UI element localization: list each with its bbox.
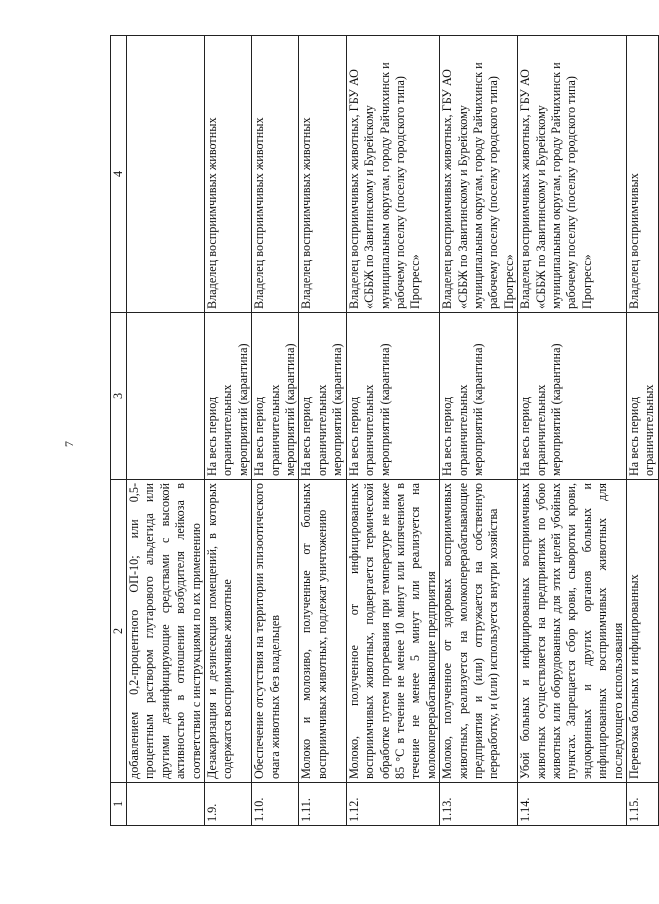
table-row (205, 36, 252, 826)
table-row (518, 36, 627, 826)
row-number: 1.15. (627, 783, 659, 826)
table-row (252, 36, 299, 826)
measure-responsible: Владелец восприимчивых животных, ГБУ АО «СББЖ по Завитинскому и Бурейскому муниципальным округам, городу Райчихинск и рабочему поселку (поселку городского типа) Прогресс» (518, 36, 627, 313)
measure-text: Молоко и молозиво, полученные от больных восприимчивых животных, подлежат уничтожению (299, 480, 346, 783)
measure-responsible: Владелец восприимчивых животных (299, 36, 346, 313)
measure-responsible: Владелец восприимчивых (627, 36, 659, 313)
table-row (346, 36, 439, 826)
row-number: 1.14. (518, 783, 627, 826)
row-number: 1.11. (299, 783, 346, 826)
measure-responsible (127, 36, 205, 313)
measure-responsible: Владелец восприимчивых животных (252, 36, 299, 313)
measure-term: На весь период ограничительных (627, 313, 659, 480)
measure-term: На весь период ограничительных мероприятий (карантина) (252, 313, 299, 480)
measure-responsible: Владелец восприимчивых животных, ГБУ АО «СББЖ по Завитинскому и Бурейскому муниципальным округам, городу Райчихинск и рабочему поселку (поселку городского типа) Прогресс» (440, 36, 518, 313)
table-row (127, 36, 205, 826)
measure-text: Обеспечение отсутствия на территории эпизоотического очага животных без владельцев (252, 480, 299, 783)
measure-responsible: Владелец восприимчивых животных (205, 36, 252, 313)
measures-table (110, 35, 659, 826)
page-number: 7 (62, 441, 76, 447)
header-col-3: 3 (111, 313, 127, 480)
measure-term: На весь период ограничительных мероприятий (карантина) (346, 313, 439, 480)
measure-term (127, 313, 205, 480)
row-number: 1.10. (252, 783, 299, 826)
measure-term: На весь период ограничительных мероприятий (карантина) (518, 313, 627, 480)
measure-responsible: Владелец восприимчивых животных, ГБУ АО «СББЖ по Завитинскому и Бурейскому муниципальным округам, городу Райчихинск и рабочему поселку (поселку городского типа) Прогресс» (346, 36, 439, 313)
measure-text: Перевозка больных и инфицированных (627, 480, 659, 783)
measure-term: На весь период ограничительных мероприятий (карантина) (299, 313, 346, 480)
measure-text: Дезакаризация и дезинсекция помещений, в которых содержатся восприимчивые животные (205, 480, 252, 783)
row-number: 1.13. (440, 783, 518, 826)
row-number (127, 783, 205, 826)
table-row (299, 36, 346, 826)
measure-term: На весь период ограничительных мероприятий (карантина) (205, 313, 252, 480)
header-col-2: 2 (111, 480, 127, 783)
measure-text: Убой больных и инфицированных восприимчивых животных осуществляется на предприятиях по убою животных или оборудованных для этих целей убойных пунктах. Запрещается сбор крови, сыворотки крови, эндокринных и других органов больных и инфицированных восприимчивых животных для последующего использования (518, 480, 627, 783)
table-row (440, 36, 518, 826)
measure-text: Молоко, полученное от здоровых восприимчивых животных, реализуется на молокоперерабатывающие предприятия и (или) отгружается на собственную переработку, и (или) используется внутри хозяйства (440, 480, 518, 783)
row-number: 1.9. (205, 783, 252, 826)
measure-term: На весь период ограничительных мероприятий (карантина) (440, 313, 518, 480)
row-number: 1.12. (346, 783, 439, 826)
table-header-row (111, 36, 127, 826)
measure-text: добавлением 0,2-процентного ОП-10; или 0,5-процентным раствором глутарового альдегида или другими дезинфицирующие средствами с высокой активностью в отношении возбудителя лейкоза в соответствии с инструкциями по их применению (127, 480, 205, 783)
header-col-1: 1 (111, 783, 127, 826)
measure-text: Молоко, полученное от инфицированных восприимчивых животных, подвергается термической обработке путем прогревания при температуре не ниже 85 °С в течение не менее 10 минут или кипячением в течение не менее 5 минут или реализуется на молокоперерабатывающие предприятия (346, 480, 439, 783)
header-col-4: 4 (111, 36, 127, 313)
rotated-page-content (110, 62, 657, 826)
table-row (627, 36, 659, 826)
